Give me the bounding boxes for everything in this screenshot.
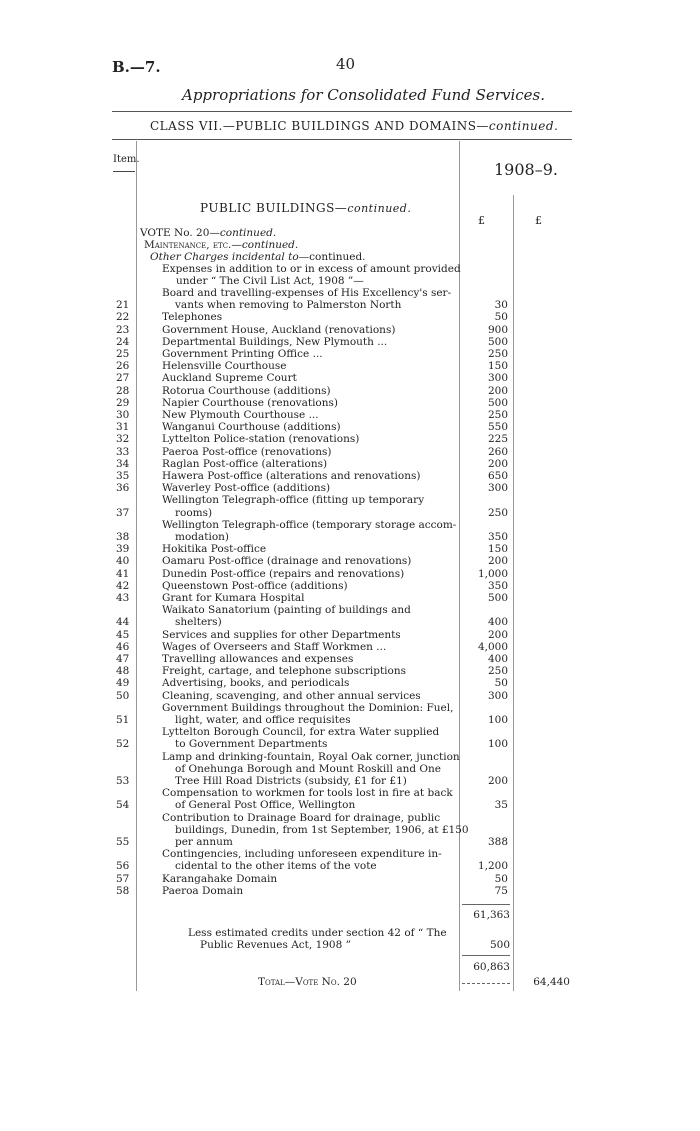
- item-description-line: Paeroa Domain: [162, 884, 244, 897]
- item-description-line: Government House, Auckland (renovations): [162, 323, 396, 336]
- item-number: 40: [116, 555, 130, 568]
- item-number: 32: [116, 433, 130, 446]
- item-number: 57: [116, 872, 130, 885]
- item-number: 33: [116, 445, 130, 458]
- net-rule: [462, 955, 510, 956]
- item-number: 44: [116, 616, 130, 629]
- top-rule: [112, 111, 572, 112]
- item-number: 23: [116, 323, 130, 336]
- vote-line-suffix: continued.: [219, 227, 277, 239]
- item-description-line: of Onehunga Borough and Mount Roskill and One: [175, 762, 441, 775]
- item-description-line: Departmental Buildings, New Plymouth ...: [162, 335, 388, 348]
- item-amount: 200: [487, 628, 508, 641]
- item-description-line: Government Printing Office ...: [162, 348, 323, 360]
- item-description-line: Wellington Telegraph-office (temporary storage accom-: [162, 518, 457, 531]
- item-amount: 550: [487, 421, 508, 434]
- credits-amount: 500: [489, 939, 510, 951]
- vote-line-text: VOTE No. 20—: [140, 227, 220, 239]
- section-title-suffix: continued.: [347, 202, 412, 215]
- item-amount: 260: [487, 445, 508, 458]
- item-description-line: shelters): [175, 616, 222, 629]
- maintenance-text: Maintenance, etc.—: [144, 239, 242, 251]
- total-amount: 64,440: [533, 976, 570, 988]
- item-description-line: Hokitika Post-office: [162, 543, 267, 556]
- item-description-line: Oamaru Post-office (drainage and renovations): [162, 555, 412, 568]
- item-number: 30: [116, 409, 130, 421]
- item-description-line: Wages of Overseers and Staff Workmen ...: [162, 640, 387, 653]
- class-heading-suffix: continued.: [488, 119, 559, 133]
- item-amount: 500: [487, 335, 508, 348]
- intro-line-2: under “ The Civil List Act, 1908 ”—: [176, 275, 364, 287]
- item-number: 56: [116, 860, 130, 873]
- credits-line-2: Public Revenues Act, 1908 ”: [200, 939, 351, 951]
- item-number: 51: [116, 714, 130, 726]
- other-charges-suffix: continued.: [309, 251, 366, 263]
- item-description-line: Government Buildings throughout the Dominion: Fuel,: [162, 701, 454, 714]
- credits-line-1: Less estimated credits under section 42 of “ The: [188, 927, 447, 939]
- item-description-line: Cleaning, scavenging, and other annual services: [162, 689, 421, 702]
- subtotal-rule: [462, 904, 510, 905]
- item-amount: 400: [487, 616, 508, 629]
- item-description-line: Tree Hill Road Districts (subsidy, £1 for £1): [175, 775, 407, 787]
- item-number: 37: [116, 506, 130, 519]
- vote-line: [140, 227, 276, 239]
- item-description-line: Waikato Sanatorium (painting of buildings and: [162, 604, 411, 617]
- item-number: 48: [116, 665, 130, 678]
- item-description-line: Advertising, books, and periodicals: [162, 677, 350, 690]
- item-number: 34: [116, 457, 130, 470]
- item-amount: 250: [487, 348, 508, 360]
- item-number: 24: [116, 335, 130, 348]
- item-column-header: Item.: [113, 154, 140, 165]
- item-description-line: Helensville Courthouse: [162, 360, 287, 373]
- class-heading-text: CLASS VII.—PUBLIC BUILDINGS AND DOMAINS—: [150, 119, 489, 133]
- item-description-line: of General Post Office, Wellington: [175, 799, 356, 812]
- item-amount: 300: [487, 482, 508, 495]
- item-description-line: light, water, and office requisites: [175, 714, 351, 726]
- other-charges-text: Other Charges incidental to—: [150, 251, 310, 263]
- total-rule: [462, 983, 510, 984]
- other-charges-line: [150, 251, 366, 263]
- item-amount: 400: [487, 653, 508, 665]
- item-amount: 900: [487, 323, 508, 336]
- item-number: 42: [116, 579, 130, 592]
- document-code: B.—7.: [112, 58, 161, 76]
- subtotal-amount: 61,363: [473, 909, 510, 921]
- item-description-line: Rotorua Courthouse (additions): [162, 384, 331, 397]
- page-subtitle: Appropriations for Consolidated Fund Services.: [182, 86, 546, 104]
- item-number: 28: [116, 384, 130, 397]
- item-description-line: Wellington Telegraph-office (fitting up temporary: [162, 494, 425, 507]
- item-number: 25: [116, 348, 130, 360]
- item-description-line: Auckland Supreme Court: [162, 372, 297, 385]
- item-amount: 350: [487, 579, 508, 592]
- pound-sign-right: £: [535, 214, 542, 227]
- item-description-line: Hawera Post-office (alterations and renovations): [162, 470, 421, 482]
- page-number: 40: [336, 55, 356, 73]
- total-column-divider: [513, 195, 514, 991]
- total-label: Total—Vote No. 20: [258, 976, 357, 988]
- item-header-rule: [113, 171, 135, 172]
- item-amount: 4,000: [477, 640, 508, 653]
- maintenance-suffix: continued.: [241, 239, 299, 251]
- item-amount: 250: [487, 409, 508, 421]
- item-amount: 1,200: [477, 860, 508, 873]
- item-number: 26: [116, 360, 130, 373]
- item-description-line: Wanganui Courthouse (additions): [162, 421, 341, 434]
- item-description-line: Lyttelton Borough Council, for extra Water supplied: [162, 726, 440, 739]
- item-amount: 150: [487, 543, 508, 556]
- intro-line-1: Expenses in addition to or in excess of amount provided: [162, 263, 461, 275]
- item-amount: 50: [494, 311, 508, 324]
- item-description-line: Karangahake Domain: [162, 872, 278, 885]
- item-description-line: Waverley Post-office (additions): [162, 482, 331, 495]
- item-number: 35: [116, 470, 130, 482]
- item-number: 22: [116, 311, 130, 324]
- item-amount: 650: [487, 470, 508, 482]
- item-number: 46: [116, 640, 130, 653]
- item-description-line: Grant for Kumara Hospital: [162, 592, 305, 604]
- item-description-line: Compensation to workmen for tools lost in fire at back: [162, 787, 453, 800]
- item-number: 29: [116, 396, 130, 409]
- item-number: 52: [116, 738, 130, 751]
- item-number: 53: [116, 775, 130, 787]
- class-heading: [150, 119, 558, 133]
- item-description-line: Lamp and drinking-fountain, Royal Oak corner, junction: [162, 750, 460, 763]
- item-description-line: vants when removing to Palmerston North: [175, 299, 402, 312]
- item-number: 38: [116, 531, 130, 543]
- item-amount: 200: [487, 555, 508, 568]
- item-amount: 200: [487, 384, 508, 397]
- item-amount: 225: [487, 433, 508, 446]
- item-description-line: Raglan Post-office (alterations): [162, 457, 328, 470]
- item-amount: 50: [494, 677, 508, 690]
- item-amount: 50: [494, 872, 508, 885]
- item-description-line: Napier Courthouse (renovations): [162, 396, 338, 409]
- item-number: 50: [116, 689, 130, 702]
- item-description-line: Contingencies, including unforeseen expenditure in-: [162, 848, 442, 861]
- maintenance-line: [144, 239, 298, 251]
- item-amount: 250: [487, 665, 508, 678]
- item-description-line: Contribution to Drainage Board for drainage, public: [162, 811, 441, 824]
- item-description-line: Lyttelton Police-station (renovations): [162, 433, 360, 446]
- item-amount: 350: [487, 531, 508, 543]
- class-rule: [112, 139, 572, 140]
- item-description-line: per annum: [175, 836, 233, 848]
- item-number: 43: [116, 592, 130, 604]
- pound-sign-left: £: [478, 214, 485, 227]
- item-amount: 200: [487, 775, 508, 787]
- item-description-line: Services and supplies for other Departments: [162, 628, 401, 641]
- item-description-line: rooms): [175, 506, 213, 519]
- item-number: 21: [116, 299, 130, 312]
- item-description-line: cidental to the other items of the vote: [175, 860, 377, 873]
- item-amount: 300: [487, 689, 508, 702]
- item-number: 47: [116, 653, 130, 665]
- item-number: 39: [116, 543, 130, 556]
- item-number: 55: [116, 836, 130, 848]
- item-number: 31: [116, 421, 130, 434]
- year-header: 1908–9.: [494, 160, 558, 179]
- item-amount: 150: [487, 360, 508, 373]
- item-description-line: New Plymouth Courthouse ...: [162, 409, 319, 421]
- item-amount: 250: [487, 506, 508, 519]
- item-description-line: Queenstown Post-office (additions): [162, 579, 348, 592]
- item-description-line: to Government Departments: [175, 738, 328, 751]
- section-title-text: PUBLIC BUILDINGS—: [200, 201, 348, 215]
- item-amount: 500: [487, 592, 508, 604]
- item-description-line: buildings, Dunedin, from 1st September, 1906, at £150: [175, 823, 469, 836]
- item-number: 54: [116, 799, 130, 812]
- item-amount: 35: [494, 799, 508, 812]
- section-title: [200, 201, 411, 215]
- item-number: 41: [116, 567, 130, 580]
- item-number: 36: [116, 482, 130, 495]
- item-number: 27: [116, 372, 130, 385]
- item-amount: 300: [487, 372, 508, 385]
- item-amount: 30: [494, 299, 508, 312]
- item-amount: 200: [487, 457, 508, 470]
- item-amount: 100: [487, 738, 508, 751]
- item-amount: 500: [487, 396, 508, 409]
- item-amount: 75: [494, 884, 508, 897]
- item-number: 49: [116, 677, 130, 690]
- net-amount: 60,863: [473, 961, 510, 973]
- item-description-line: Travelling allowances and expenses: [162, 653, 354, 665]
- item-amount: 388: [487, 836, 508, 848]
- item-number: 45: [116, 628, 130, 641]
- item-description-line: Telephones: [162, 311, 223, 324]
- item-description-line: Board and travelling-expenses of His Excellency's ser-: [162, 287, 452, 299]
- item-amount: 100: [487, 714, 508, 726]
- item-amount: 1,000: [477, 567, 508, 580]
- item-description-line: Paeroa Post-office (renovations): [162, 445, 332, 458]
- item-description-line: Dunedin Post-office (repairs and renovations): [162, 567, 405, 580]
- item-description-line: modation): [175, 531, 230, 543]
- item-description-line: Freight, cartage, and telephone subscriptions: [162, 665, 407, 678]
- item-number: 58: [116, 884, 130, 897]
